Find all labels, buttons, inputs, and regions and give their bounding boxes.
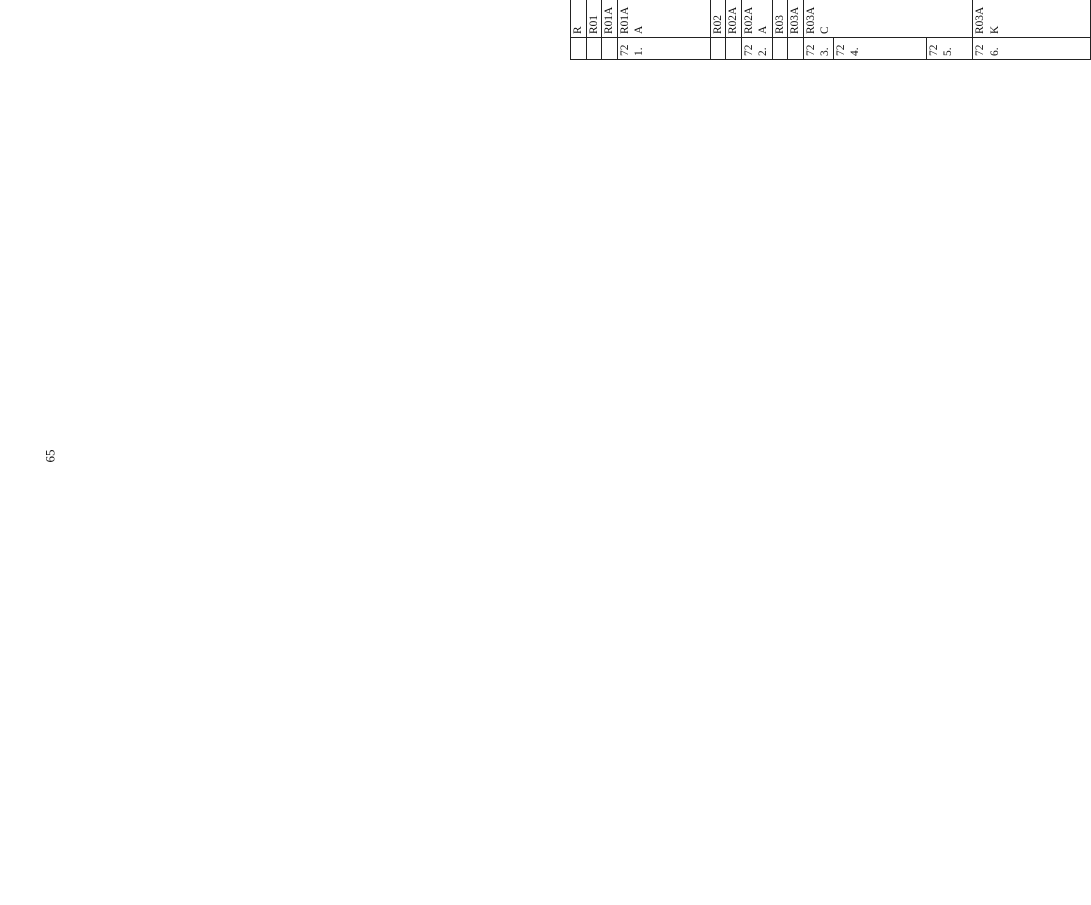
- atc-code: R01A: [602, 0, 618, 38]
- page-number: 65: [42, 449, 58, 463]
- atc-code: R03AC: [803, 0, 973, 38]
- atc-code: R02: [710, 0, 726, 38]
- row-number: 724.: [833, 38, 926, 60]
- drug-classification-table: [570, 0, 1091, 60]
- atc-code: R01: [586, 0, 602, 38]
- row-number: 726.: [973, 38, 1091, 60]
- table-row: [788, 0, 804, 60]
- atc-code: R03AK: [973, 0, 1091, 38]
- atc-code: R01AA: [617, 0, 710, 38]
- table-row: [571, 0, 587, 60]
- table-row: [741, 0, 757, 60]
- table-row: [586, 0, 602, 60]
- table-row: [726, 0, 742, 60]
- atc-code: R02A: [726, 0, 742, 38]
- atc-code: R03A: [788, 0, 804, 38]
- table-row: [803, 0, 833, 60]
- table-row: [772, 0, 788, 60]
- rotated-table-container: [570, 0, 1091, 60]
- table-row: [617, 0, 633, 60]
- table-row: [973, 0, 1091, 60]
- row-number: 721.: [617, 38, 710, 60]
- atc-code: R03: [772, 0, 788, 38]
- row-number: 725.: [926, 38, 973, 60]
- row-number: 723.: [803, 38, 833, 60]
- atc-code: R02AA: [741, 0, 772, 38]
- row-number: 722.: [741, 38, 772, 60]
- atc-code: R: [571, 0, 587, 38]
- table-row: [602, 0, 618, 60]
- table-row: [710, 0, 726, 60]
